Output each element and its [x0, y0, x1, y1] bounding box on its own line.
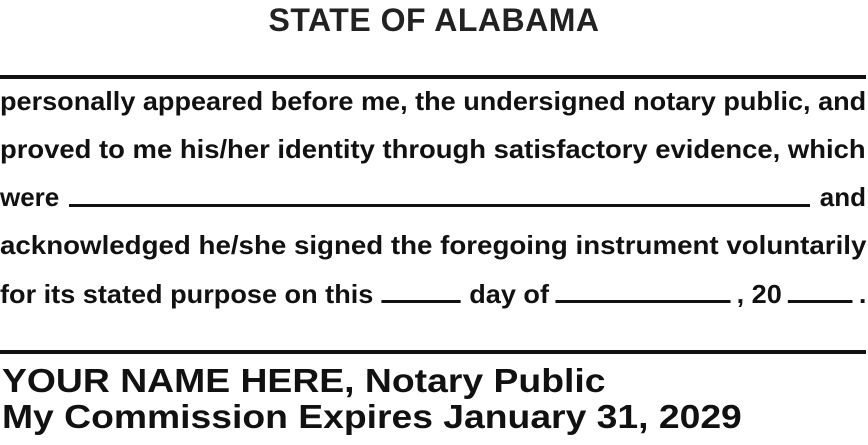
notary-name: YOUR NAME HERE, Notary Public: [2, 362, 606, 399]
month-blank: [555, 278, 730, 303]
evidence-label: were: [0, 182, 60, 212]
evidence-blank: [69, 182, 810, 207]
top-divider: [0, 75, 866, 79]
stamp-title: STATE OF ALABAMA: [268, 2, 600, 38]
purpose-text: for its stated purpose on this: [0, 279, 374, 309]
sentence-period: .: [858, 279, 867, 309]
body-line-4: acknowledged he/she signed the foregoing instrument voluntarily: [0, 230, 867, 260]
body-line-3: [0, 182, 866, 212]
commission-expiration: My Commission Expires January 31, 2029: [2, 398, 742, 435]
body-line-1: personally appeared before me, the undersigned notary public, and: [0, 86, 867, 116]
body-line-2: proved to me his/her identity through satisfactory evidence, which: [0, 134, 866, 164]
bottom-divider: [0, 350, 866, 354]
body-line-5: [0, 278, 866, 309]
year-prefix-text: , 20: [736, 279, 782, 309]
day-blank: [382, 278, 461, 303]
year-blank: [788, 278, 853, 303]
day-of-text: day of: [469, 279, 550, 309]
line-3-end-word: and: [819, 182, 866, 212]
